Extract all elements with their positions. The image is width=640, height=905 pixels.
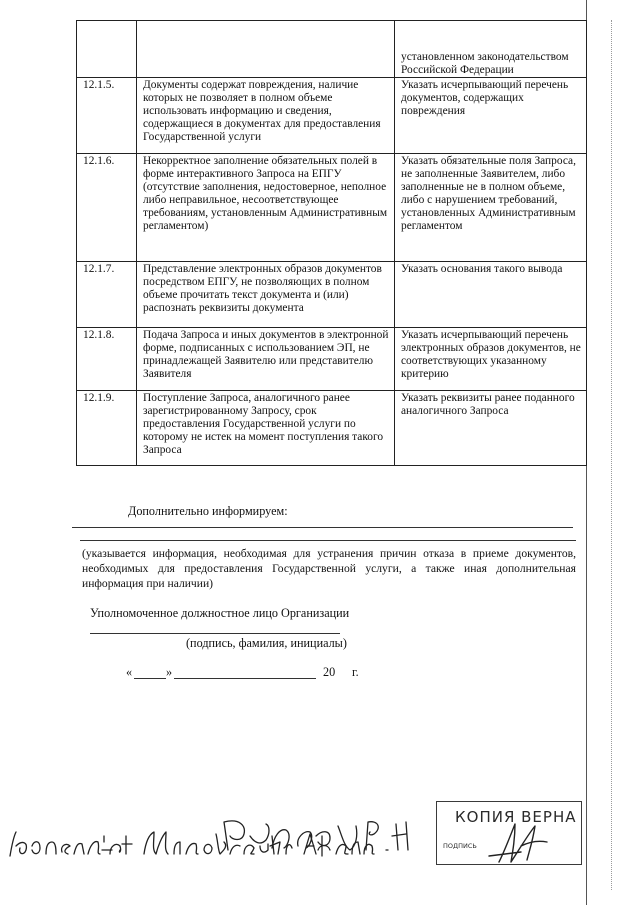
refusal-reason (137, 21, 395, 78)
row-number: 12.1.6. (77, 154, 137, 262)
table-row (77, 391, 587, 466)
date-open-quote: « (126, 665, 133, 679)
row-number: 12.1.7. (77, 262, 137, 328)
row-number: 12.1.9. (77, 391, 137, 466)
table-row (77, 154, 587, 262)
table-row (77, 328, 587, 391)
refusal-reason: Поступление Запроса, аналогичного ранее зарегистрированному Запросу, срок предоставления Государственной услуги по которому не истек на момент поступления такого Запроса (137, 391, 395, 466)
refusal-reason: Подача Запроса и иных документов в электронной форме, подписанных с использованием ЭП, не принадлежащей Заявителю или представителю Заявителя (137, 328, 395, 391)
additional-info-note: (указывается информация, необходимая для устранения причин отказа в приеме документов, необходимых для предоставления Государственной услуги, а также иная дополнительная информация при наличии) (82, 547, 576, 590)
official-label: Уполномоченное должностное лицо Организации (90, 606, 350, 620)
stamp-signature-label: ПОДПИСЬ (443, 842, 477, 850)
row-number: 12.1.8. (77, 328, 137, 391)
signature-line (90, 633, 340, 634)
date-year-suffix: г. (352, 665, 359, 679)
row-number (77, 21, 137, 78)
required-action: Указать реквизиты ранее поданного аналогичного Запроса (395, 391, 587, 466)
date-month-line (174, 678, 316, 679)
scan-dots (611, 20, 612, 890)
refusal-reasons-table (76, 20, 587, 466)
date-close-quote: » (166, 665, 173, 679)
table-row (77, 262, 587, 328)
required-action: Указать исчерпывающий перечень электронных образов документов, не соответствующих указанному критерию (395, 328, 587, 391)
row-number: 12.1.5. (77, 78, 137, 154)
required-action: Указать обязательные поля Запроса, не заполненные Заявителем, либо заполненные не в полном объеме, либо с нарушением требований, установленных Административным регламентом (395, 154, 587, 262)
certified-copy-stamp (436, 801, 582, 865)
date-century: 20 (323, 665, 336, 679)
stamp-title: КОПИЯ ВЕРНА (455, 808, 577, 826)
required-action: Указать основания такого вывода (395, 262, 587, 328)
signature-caption: (подпись, фамилия, инициалы) (186, 636, 347, 650)
additional-info-line-1 (72, 527, 573, 528)
table-row (77, 78, 587, 154)
handwritten-note (4, 806, 424, 866)
refusal-reason: Некорректное заполнение обязательных полей в форме интерактивного Запроса на ЕПГУ (отсутствие заполнения, недостоверное, неполное либо неправильное, несоответствующее требованиям, установленным Административным регламентом) (137, 154, 395, 262)
stamp-signature (485, 820, 555, 864)
date-day-line (134, 678, 166, 679)
refusal-reason: Документы содержат повреждения, наличие которых не позволяет в полном объеме использовать информацию и сведения, содержащиеся в документах для предоставления Государственной услуги (137, 78, 395, 154)
required-action: установленном законодательством Российской Федерации (395, 21, 587, 78)
additional-info-line-2 (80, 540, 576, 541)
table-row (77, 21, 587, 78)
required-action: Указать исчерпывающий перечень документов, содержащих повреждения (395, 78, 587, 154)
additional-info-label: Дополнительно информируем: (128, 504, 288, 518)
refusal-reason: Представление электронных образов документов посредством ЕПГУ, не позволяющих в полном объеме прочитать текст документа и (или) распознать реквизиты документа (137, 262, 395, 328)
